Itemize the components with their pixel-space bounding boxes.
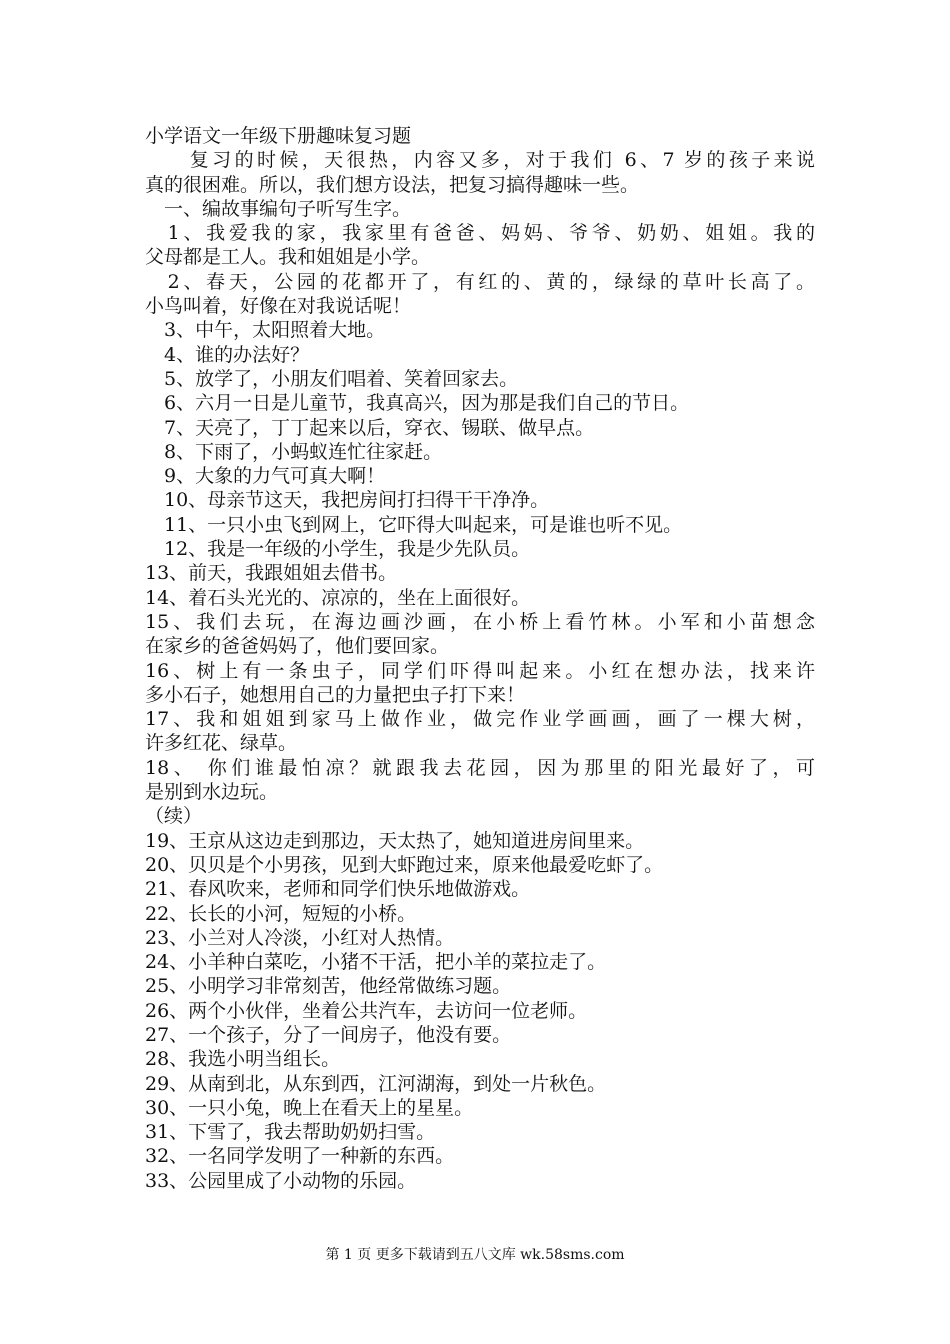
exercise-item-line: 6、六月一日是儿童节，我真高兴，因为那是我们自己的节日。 — [145, 392, 690, 415]
exercise-item-line: 29、从南到北，从东到西，江河湖海，到处一片秋色。 — [145, 1072, 607, 1095]
exercise-item-line: 5、放学了，小朋友们唱着、笑着回家去。 — [145, 367, 519, 390]
exercise-item-line: 18、 你们谁最怕凉？就跟我去花园，因为那里的阳光最好了，可 — [145, 756, 815, 779]
document-title: 小学语文一年级下册趣味复习题 — [145, 125, 412, 147]
exercise-item-line: 30、一只小兔，晚上在看天上的星星。 — [145, 1096, 474, 1119]
exercise-item-line: 17、我和姐姐到家马上做作业，做完作业学画画，画了一棵大树， — [145, 708, 815, 731]
exercise-item-line: 19、王京从这边走到那边，天太热了，她知道进房间里来。 — [145, 829, 645, 852]
exercise-item-line: 31、下雪了，我去帮助奶奶扫雪。 — [145, 1121, 436, 1144]
document-body — [145, 124, 815, 1193]
exercise-item-line: 13、前天，我跟姐姐去借书。 — [145, 562, 398, 585]
exercise-item-line: 4、谁的办法好？ — [145, 343, 310, 366]
exercise-item-line: 25、小明学习非常刻苦，他经常做练习题。 — [145, 975, 512, 998]
exercise-item-line: 是别到水边玩。 — [145, 781, 279, 804]
exercise-item-line: 父母都是工人。我和姐姐是小学。 — [145, 246, 431, 269]
continued-label: （续） — [145, 805, 203, 828]
exercise-item-line: 11、一只小虫飞到网上，它吓得大叫起来，可是谁也听不见。 — [145, 513, 683, 536]
exercise-item-line: 小鸟叫着，好像在对我说话呢！ — [145, 295, 412, 318]
exercise-item-line: 9、大象的力气可真大啊！ — [145, 465, 386, 488]
exercise-item-line: 7、天亮了，丁丁起来以后，穿衣、锡联、做早点。 — [145, 416, 595, 439]
exercise-item-line: 2、春天，公园的花都开了，有红的、黄的，绿绿的草叶长高了。 — [145, 270, 815, 293]
exercise-item-line: 许多红花、绿草。 — [145, 732, 298, 755]
exercise-item-line: 27、一个孩子，分了一间房子，他没有要。 — [145, 1023, 512, 1046]
exercise-item-line: 12、我是一年级的小学生，我是少先队员。 — [145, 538, 531, 561]
exercise-item-line: 3、中午，太阳照着大地。 — [145, 319, 386, 342]
exercise-item-line: 16、树上有一条虫子，同学们吓得叫起来。小红在想办法，找来许 — [145, 659, 815, 682]
exercise-item-line: 22、长长的小河，短短的小桥。 — [145, 902, 417, 925]
exercise-item-line: 28、我选小明当组长。 — [145, 1048, 341, 1071]
exercise-item-line: 10、母亲节这天，我把房间打扫得干干净净。 — [145, 489, 550, 512]
exercise-item-line: 1、我爱我的家，我家里有爸爸、妈妈、爷爷、奶奶、姐姐。我的 — [145, 222, 815, 245]
intro-line: 复习的时候，天很热，内容又多，对于我们 6、7 岁的孩子来说 — [145, 149, 815, 172]
page-footer: 第 1 页 更多下载请到五八文库 wk.58sms.com — [325, 1247, 625, 1263]
exercise-item-line: 在家乡的爸爸妈妈了，他们要回家。 — [145, 635, 450, 658]
exercise-item-line: 33、公园里成了小动物的乐园。 — [145, 1169, 417, 1192]
exercise-item-line: 多小石子，她想用自己的力量把虫子打下来！ — [145, 683, 526, 706]
exercise-item-line: 26、两个小伙伴，坐着公共汽车，去访问一位老师。 — [145, 999, 588, 1022]
section-heading: 一、编故事编句子听写生字。 — [145, 197, 412, 220]
exercise-item-line: 32、一名同学发明了一种新的东西。 — [145, 1145, 455, 1168]
exercise-item-line: 20、贝贝是个小男孩，见到大虾跑过来，原来他最爱吃虾了。 — [145, 853, 664, 876]
exercise-item-line: 23、小兰对人冷淡，小红对人热情。 — [145, 926, 455, 949]
exercise-item-line: 8、下雨了，小蚂蚁连忙往家赶。 — [145, 440, 443, 463]
exercise-item-line: 21、春风吹来，老师和同学们快乐地做游戏。 — [145, 878, 531, 901]
exercise-item-line: 14、着石头光光的、凉凉的，坐在上面很好。 — [145, 586, 531, 609]
exercise-item-line: 15、我们去玩，在海边画沙画，在小桥上看竹林。小军和小苗想念 — [145, 610, 815, 633]
intro-line: 真的很困难。所以，我们想方设法，把复习搞得趣味一些。 — [145, 173, 640, 196]
exercise-item-line: 24、小羊种白菜吃，小猪不干活，把小羊的菜拉走了。 — [145, 951, 607, 974]
